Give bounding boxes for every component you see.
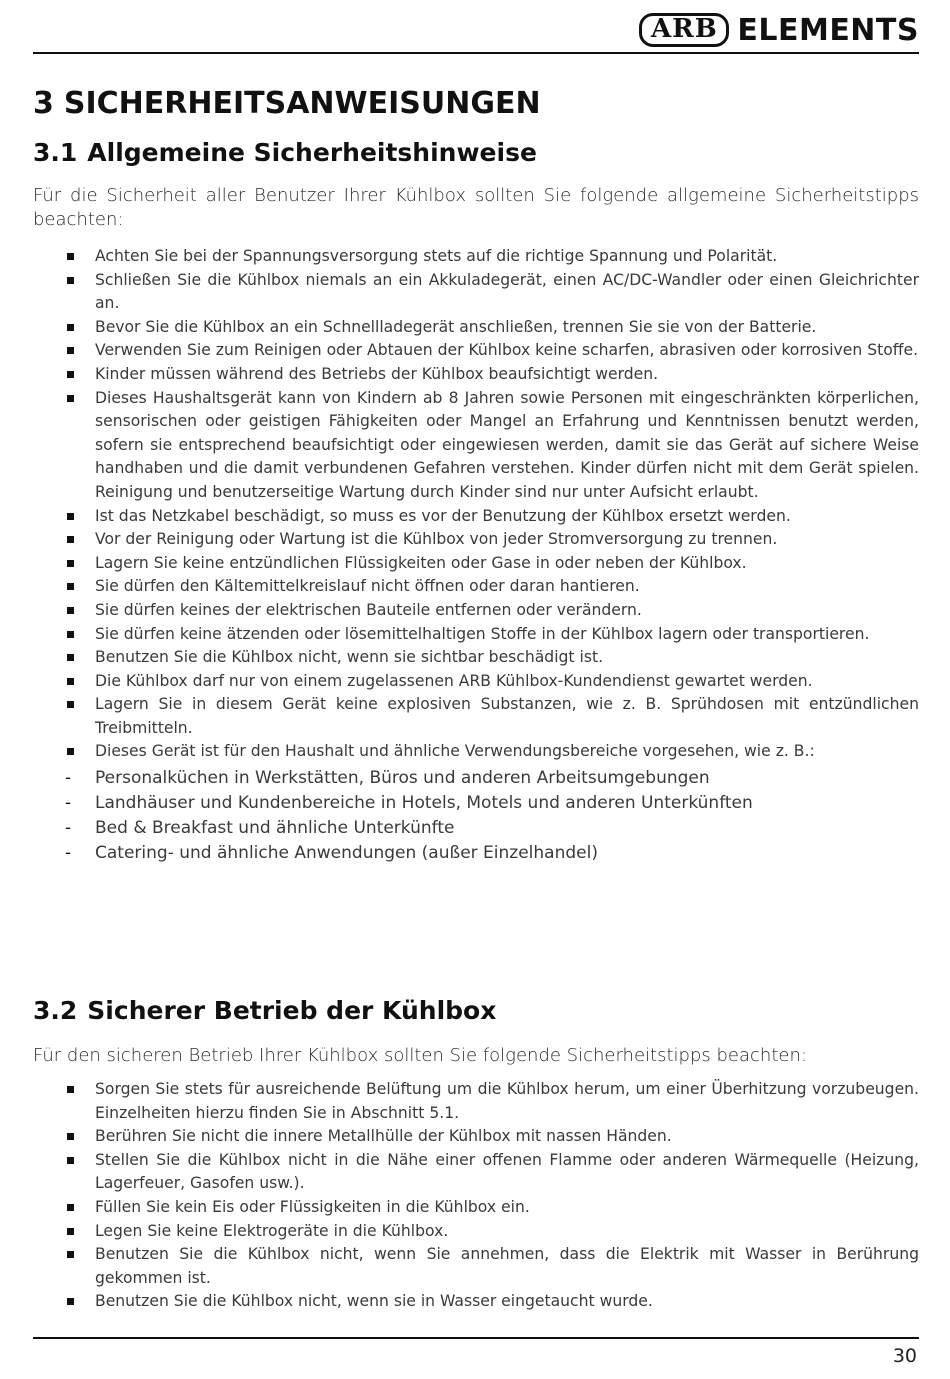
bullet-square-icon [67, 583, 74, 590]
list-item: Kinder müssen während des Betriebs der Kühlbox beaufsichtigt werden. [33, 363, 919, 387]
list-item: Legen Sie keine Elektrogeräte in die Kühlbox. [33, 1220, 919, 1244]
sub-list-item: - Catering- und ähnliche Anwendungen (außer Einzelhandel) [33, 841, 919, 866]
sub-item-list [33, 766, 919, 866]
bullet-square-icon [67, 513, 74, 520]
bullet-square-icon [67, 536, 74, 543]
bullet-square-icon [67, 701, 74, 708]
bullet-square-icon [67, 748, 74, 755]
list-item: Die Kühlbox darf nur von einem zugelassenen ARB Kühlbox-Kundendienst gewartet werden. [33, 670, 919, 694]
arb-logo [639, 13, 729, 47]
bullet-square-icon [67, 654, 74, 661]
list-item: Verwenden Sie zum Reinigen oder Abtauen der Kühlbox keine scharfen, abrasiven oder korrosiven Stoffe. [33, 339, 919, 363]
list-item: Bevor Sie die Kühlbox an ein Schnellladegerät anschließen, trennen Sie sie von der Batterie. [33, 316, 919, 340]
bullet-square-icon [67, 631, 74, 638]
page-number: 30 [892, 1345, 917, 1367]
bullet-square-icon [67, 371, 74, 378]
page-header [33, 8, 919, 54]
bullet-square-icon [67, 1086, 74, 1093]
sub-list-item: - Bed & Breakfast und ähnliche Unterkünfte [33, 816, 919, 841]
list-item: Füllen Sie kein Eis oder Flüssigkeiten in die Kühlbox ein. [33, 1196, 919, 1220]
bullet-square-icon [67, 560, 74, 567]
section-3-heading [33, 86, 541, 121]
section-31-title: Allgemeine Sicherheitshinweise [87, 138, 537, 167]
list-item: Lagern Sie keine entzündlichen Flüssigkeiten oder Gase in oder neben der Kühlbox. [33, 552, 919, 576]
list-item: Benutzen Sie die Kühlbox nicht, wenn sie in Wasser eingetaucht wurde. [33, 1290, 919, 1314]
list-item: Benutzen Sie die Kühlbox nicht, wenn Sie annehmen, dass die Elektrik mit Wasser in Berührung gekommen ist. [33, 1243, 919, 1290]
section-32-heading [33, 996, 496, 1025]
section-3-title: SICHERHEITSANWEISUNGEN [63, 86, 541, 121]
section-32-number: 3.2 [33, 996, 78, 1025]
bullet-square-icon [67, 1133, 74, 1140]
list-item: Schließen Sie die Kühlbox niemals an ein Akkuladegerät, einen AC/DC-Wandler oder einen Gleichrichter an. [33, 269, 919, 316]
dash-bullet-icon: - [65, 768, 72, 789]
sub-list-item: - Landhäuser und Kundenbereiche in Hotels, Motels und anderen Unterkünften [33, 791, 919, 816]
bullet-square-icon [67, 395, 74, 402]
dash-bullet-icon: - [65, 818, 72, 839]
dash-bullet-icon: - [65, 793, 72, 814]
bullet-square-icon [67, 607, 74, 614]
section-32-intro: Für den sicheren Betrieb Ihrer Kühlbox sollten Sie folgende Sicherheitstipps beachten: [33, 1045, 807, 1066]
sub-list-item: - Personalküchen in Werkstätten, Büros und anderen Arbeitsumgebungen [33, 766, 919, 791]
list-item: Berühren Sie nicht die innere Metallhülle der Kühlbox mit nassen Händen. [33, 1125, 919, 1149]
list-item: Sie dürfen den Kältemittelkreislauf nicht öffnen oder daran hantieren. [33, 575, 919, 599]
list-item: Dieses Haushaltsgerät kann von Kindern ab 8 Jahren sowie Personen mit eingeschränkten körperlichen, sensorischen oder geistigen Fähigkeiten oder Mangel an Erfahrung und Kenntnissen benutzt werden, sofern sie entsprechend beaufsichtigt oder eingewiesen werden, damit sie das Gerät auf sichere Weise handhaben und die damit verbundenen Gefahren verstehen. Kinder dürfen nicht mit dem Gerät spielen. Reinigung und benutzerseitige Wartung durch Kinder sind nur unter Aufsicht erlaubt. [33, 387, 919, 505]
footer-divider [33, 1337, 919, 1339]
section-3-number: 3 [33, 86, 54, 121]
dash-bullet-icon: - [65, 843, 72, 864]
list-item: Sorgen Sie stets für ausreichende Belüftung um die Kühlbox herum, um einer Überhitzung vorzubeugen. Einzelheiten hierzu finden Sie in Abschnitt 5.1. [33, 1078, 919, 1125]
list-item: Stellen Sie die Kühlbox nicht in die Nähe einer offenen Flamme oder anderen Wärmequelle (Heizung, Lagerfeuer, Gasofen usw.). [33, 1149, 919, 1196]
section-31-heading [33, 138, 537, 167]
list-item: Achten Sie bei der Spannungsversorgung stets auf die richtige Spannung und Polarität. [33, 245, 919, 269]
bullet-square-icon [67, 1204, 74, 1211]
bullet-square-icon [67, 1298, 74, 1305]
section-31-number: 3.1 [33, 138, 78, 167]
section-31-bullet-list [33, 245, 919, 866]
arb-logo-text: ARB [650, 14, 718, 44]
bullet-square-icon [67, 253, 74, 260]
list-item: Vor der Reinigung oder Wartung ist die Kühlbox von jeder Stromversorgung zu trennen. [33, 528, 919, 552]
list-item: Dieses Gerät ist für den Haushalt und ähnliche Verwendungsbereiche vorgesehen, wie z. B.: - Personalküchen in Werkstätten, Büros und anderen Arbeitsumgebungen - Landhäuser und Kundenbereiche in Hotels, Motels und anderen Unterkünften - Bed & Breakfast und ähnliche Unterkünfte - Catering- und ähnliche Anwendungen (außer Einzelhandel) [33, 740, 919, 866]
list-item: Lagern Sie in diesem Gerät keine explosiven Substanzen, wie z. B. Sprühdosen mit entzündlichen Treibmitteln. [33, 693, 919, 740]
section-31-intro: Für die Sicherheit aller Benutzer Ihrer Kühlbox sollten Sie folgende allgemeine Sicherheitstipps beachten: [33, 185, 919, 230]
list-item: Benutzen Sie die Kühlbox nicht, wenn sie sichtbar beschädigt ist. [33, 646, 919, 670]
bullet-square-icon [67, 678, 74, 685]
bullet-square-icon [67, 277, 74, 284]
bullet-square-icon [67, 1157, 74, 1164]
list-item: Sie dürfen keines der elektrischen Bauteile entfernen oder verändern. [33, 599, 919, 623]
section-32-bullet-list [33, 1078, 919, 1314]
bullet-square-icon [67, 1228, 74, 1235]
list-item: Sie dürfen keine ätzenden oder lösemittelhaltigen Stoffe in der Kühlbox lagern oder transportieren. [33, 623, 919, 647]
bullet-square-icon [67, 324, 74, 331]
brand-name: ELEMENTS [737, 12, 919, 48]
list-item: Ist das Netzkabel beschädigt, so muss es vor der Benutzung der Kühlbox ersetzt werden. [33, 505, 919, 529]
section-32-title: Sicherer Betrieb der Kühlbox [87, 996, 497, 1025]
bullet-square-icon [67, 1251, 74, 1258]
brand-logo [639, 12, 919, 48]
bullet-square-icon [67, 347, 74, 354]
